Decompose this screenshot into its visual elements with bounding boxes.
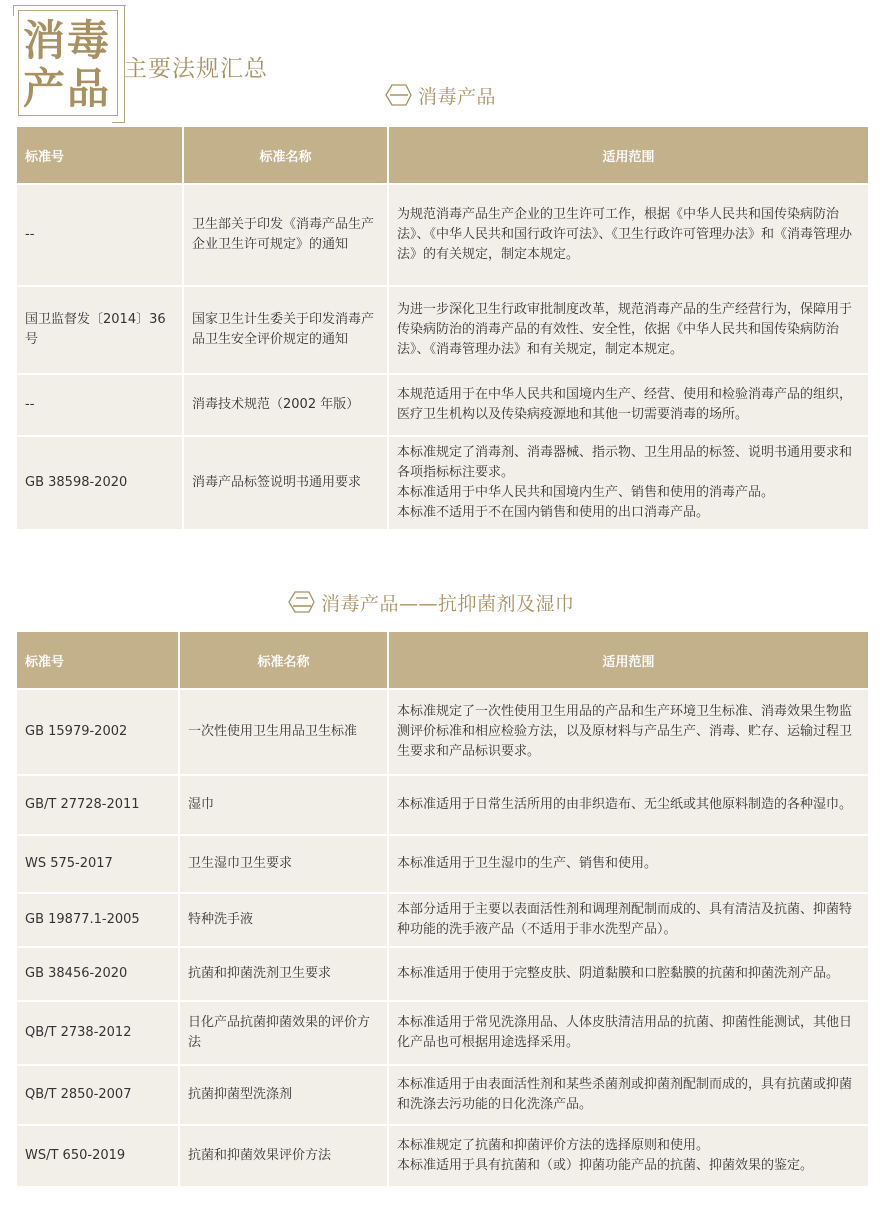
cell-name: 抗菌和抑菌洗剂卫生要求 (180, 948, 387, 1000)
cell-name: 特种洗手液 (180, 894, 387, 946)
cell-code: QB/T 2850-2007 (17, 1066, 178, 1124)
cell-name: 卫生部关于印发《消毒产品生产企业卫生许可规定》的通知 (184, 185, 387, 285)
cell-scope: 本标准适用于常见洗涤用品、人体皮肤清洁用品的抗菌、抑菌性能测试，其他日化产品也可根据用途选择采用。 (389, 1002, 868, 1064)
header-name: 标准名称 (180, 632, 387, 688)
cell-scope (389, 1126, 868, 1186)
header-code: 标准号 (17, 632, 178, 688)
table-row (17, 185, 868, 285)
table-row (17, 690, 868, 774)
cell-code: -- (17, 375, 182, 435)
scope-line: 本标准适用于具有抗菌和（或）抑菌功能产品的抗菌、抑菌效果的鉴定。 (397, 1158, 814, 1173)
table-row (17, 1066, 868, 1124)
header-name: 标准名称 (184, 127, 387, 183)
numeral-one-icon (380, 80, 414, 110)
cell-name: 抗菌和抑菌效果评价方法 (180, 1126, 387, 1186)
scope-line: 本标准不适用于不在国内销售和使用的出口消毒产品。 (397, 505, 710, 520)
cell-scope: 本标准适用于由表面活性剂和某些杀菌剂或抑菌剂配制而成的，具有抗菌或抑菌和洗涤去污功能的日化洗涤产品。 (389, 1066, 868, 1124)
cell-name: 抗菌抑菌型洗涤剂 (180, 1066, 387, 1124)
cell-code: QB/T 2738-2012 (17, 1002, 178, 1064)
cell-scope: 本标准适用于日常生活所用的由非织造布、无尘纸或其他原料制造的各种湿巾。 (389, 776, 868, 834)
cell-code: GB 38456-2020 (17, 948, 178, 1000)
cell-scope: 本规范适用于在中华人民共和国境内生产、经营、使用和检验消毒产品的组织，医疗卫生机构以及传染病疫源地和其他一切需要消毒的场所。 (389, 375, 868, 435)
table-header-row (17, 127, 868, 183)
cell-scope (389, 437, 868, 529)
header-code: 标准号 (17, 127, 182, 183)
section-heading-2 (283, 587, 575, 617)
table-row (17, 375, 868, 435)
cell-code: 国卫监督发〔2014〕36号 (17, 287, 182, 373)
table-header-row (17, 632, 868, 688)
section-heading-1 (380, 80, 496, 110)
table-row (17, 1126, 868, 1186)
section-title: 消毒产品——抗抑菌剂及湿巾 (321, 592, 575, 615)
cell-scope: 本标准适用于使用于完整皮肤、阴道黏膜和口腔黏膜的抗菌和抑菌洗剂产品。 (389, 948, 868, 1000)
scope-line: 本标准规定了抗菌和抑菌评价方法的选择原则和使用。 (397, 1138, 710, 1153)
section-title: 消毒产品 (418, 85, 497, 108)
logo-line-2: 产品 (23, 64, 112, 113)
logo-line-1: 消毒 (23, 16, 112, 65)
table-row (17, 287, 868, 373)
table-row (17, 437, 868, 529)
cell-code: -- (17, 185, 182, 285)
cell-name: 卫生湿巾卫生要求 (180, 836, 387, 892)
table-row (17, 836, 868, 892)
cell-name: 消毒技术规范（2002 年版） (184, 375, 387, 435)
regulation-table-2 (15, 630, 870, 1188)
cell-name: 国家卫生计生委关于印发消毒产品卫生安全评价规定的通知 (184, 287, 387, 373)
logo-frame (18, 10, 118, 116)
numeral-two-icon (283, 587, 317, 617)
cell-scope: 本标准规定了一次性使用卫生用品的产品和生产环境卫生标准、消毒效果生物监测评价标准和相应检验方法，以及原材料与产品生产、消毒、贮存、运输过程卫生要求和产品标识要求。 (389, 690, 868, 774)
cell-code: GB 15979-2002 (17, 690, 178, 774)
logo (23, 17, 115, 113)
header-scope: 适用范围 (389, 127, 868, 183)
table-row (17, 776, 868, 834)
cell-scope: 本标准适用于卫生湿巾的生产、销售和使用。 (389, 836, 868, 892)
cell-name: 日化产品抗菌抑菌效果的评价方法 (180, 1002, 387, 1064)
cell-scope: 本部分适用于主要以表面活性剂和调理剂配制而成的、具有清洁及抗菌、抑菌特种功能的洗手液产品（不适用于非水洗型产品）。 (389, 894, 868, 946)
cell-scope: 为进一步深化卫生行政审批制度改革，规范消毒产品的生产经营行为，保障用于传染病防治的消毒产品的有效性、安全性，依据《中华人民共和国传染病防治法》、《消毒管理办法》和有关规定，制定本规定。 (389, 287, 868, 373)
cell-name: 一次性使用卫生用品卫生标准 (180, 690, 387, 774)
cell-code: GB 38598-2020 (17, 437, 182, 529)
scope-line: 本标准规定了消毒剂、消毒器械、指示物、卫生用品的标签、说明书通用要求和各项指标标注要求。 (397, 445, 853, 480)
cell-code: WS 575-2017 (17, 836, 178, 892)
cell-code: WS/T 650-2019 (17, 1126, 178, 1186)
cell-code: GB/T 27728-2011 (17, 776, 178, 834)
table-row (17, 894, 868, 946)
header-scope: 适用范围 (389, 632, 868, 688)
cell-name: 湿巾 (180, 776, 387, 834)
cell-name: 消毒产品标签说明书通用要求 (184, 437, 387, 529)
scope-line: 本标准适用于中华人民共和国境内生产、销售和使用的消毒产品。 (397, 485, 775, 500)
table-row (17, 1002, 868, 1064)
regulation-table-1 (15, 125, 870, 531)
page-title: 主要法规汇总 (124, 56, 268, 82)
cell-code: GB 19877.1-2005 (17, 894, 178, 946)
cell-scope: 为规范消毒产品生产企业的卫生许可工作，根据《中华人民共和国传染病防治法》、《中华人民共和国行政许可法》、《卫生行政许可管理办法》和《消毒管理办法》的有关规定，制定本规定。 (389, 185, 868, 285)
table-row (17, 948, 868, 1000)
